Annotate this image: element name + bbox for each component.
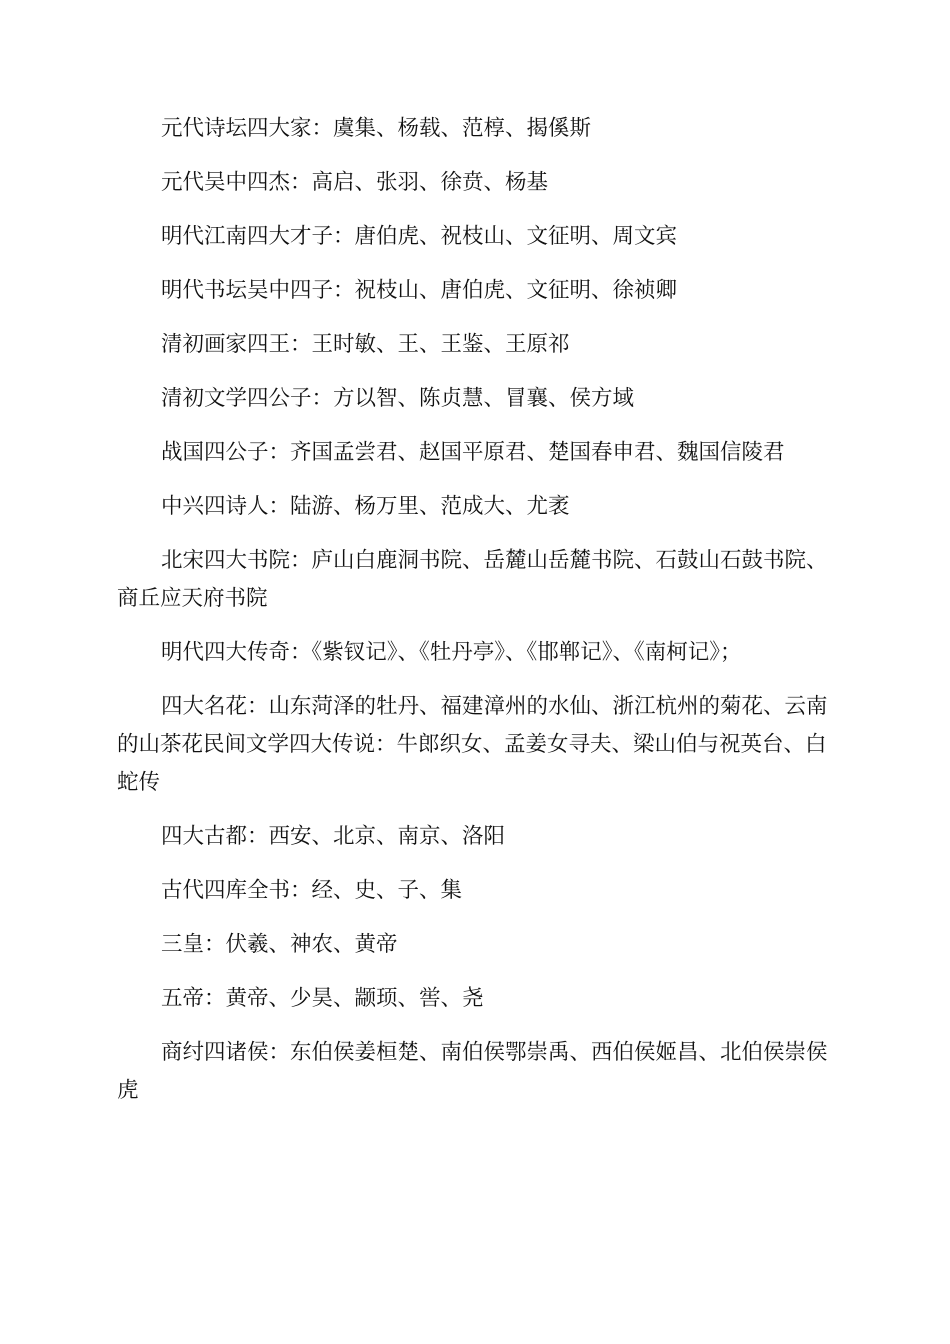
paragraph-qing-painters: 清初画家四王：王时敏、王、王鉴、王原祁 bbox=[161, 332, 570, 357]
paragraph-warring-states: 战国四公子：齐国孟尝君、赵国平原君、楚国春申君、魏国信陵君 bbox=[161, 440, 785, 465]
paragraph-ancient-capitals: 四大古都：西安、北京、南京、洛阳 bbox=[161, 824, 506, 849]
paragraph-yuan-poets: 元代诗坛四大家：虞集、杨载、范椁、揭傒斯 bbox=[161, 116, 592, 141]
paragraph-yuan-wuzhong: 元代吴中四杰：高启、张羽、徐贲、杨基 bbox=[161, 170, 549, 195]
paragraph-ming-calligraphy: 明代书坛吴中四子：祝枝山、唐伯虎、文征明、徐祯卿 bbox=[161, 278, 678, 303]
paragraph-ming-jiangnan: 明代江南四大才子：唐伯虎、祝枝山、文征明、周文宾 bbox=[161, 224, 678, 249]
paragraph-three-sovereigns: 三皇：伏羲、神农、黄帝 bbox=[161, 932, 398, 957]
paragraph-qing-literati: 清初文学四公子：方以智、陈贞慧、冒襄、侯方域 bbox=[161, 386, 635, 411]
paragraph-zhongxing-poets: 中兴四诗人：陆游、杨万里、范成大、尤袤 bbox=[161, 494, 570, 519]
document-body bbox=[117, 110, 835, 1126]
paragraph-song-academies: 北宋四大书院：庐山白鹿洞书院、岳麓山岳麓书院、石鼓山石鼓书院、商丘应天府书院 bbox=[117, 548, 828, 611]
paragraph-five-emperors: 五帝：黄帝、少昊、颛顼、喾、尧 bbox=[161, 986, 484, 1011]
paragraph-siku-quanshu: 古代四库全书：经、史、子、集 bbox=[161, 878, 463, 903]
paragraph-ming-plays: 明代四大传奇：《紫钗记》、《牡丹亭》、《邯郸记》、《南柯记》； bbox=[161, 640, 742, 665]
paragraph-shang-lords: 商纣四诸侯：东伯侯姜桓楚、南伯侯鄂崇禹、西伯侯姬昌、北伯侯崇侯虎 bbox=[117, 1040, 828, 1103]
paragraph-famous-flowers: 四大名花：山东菏泽的牡丹、福建漳州的水仙、浙江杭州的菊花、云南的山茶花民间文学四大传说：牛郎织女、孟姜女寻夫、梁山伯与祝英台、白蛇传 bbox=[117, 694, 828, 795]
